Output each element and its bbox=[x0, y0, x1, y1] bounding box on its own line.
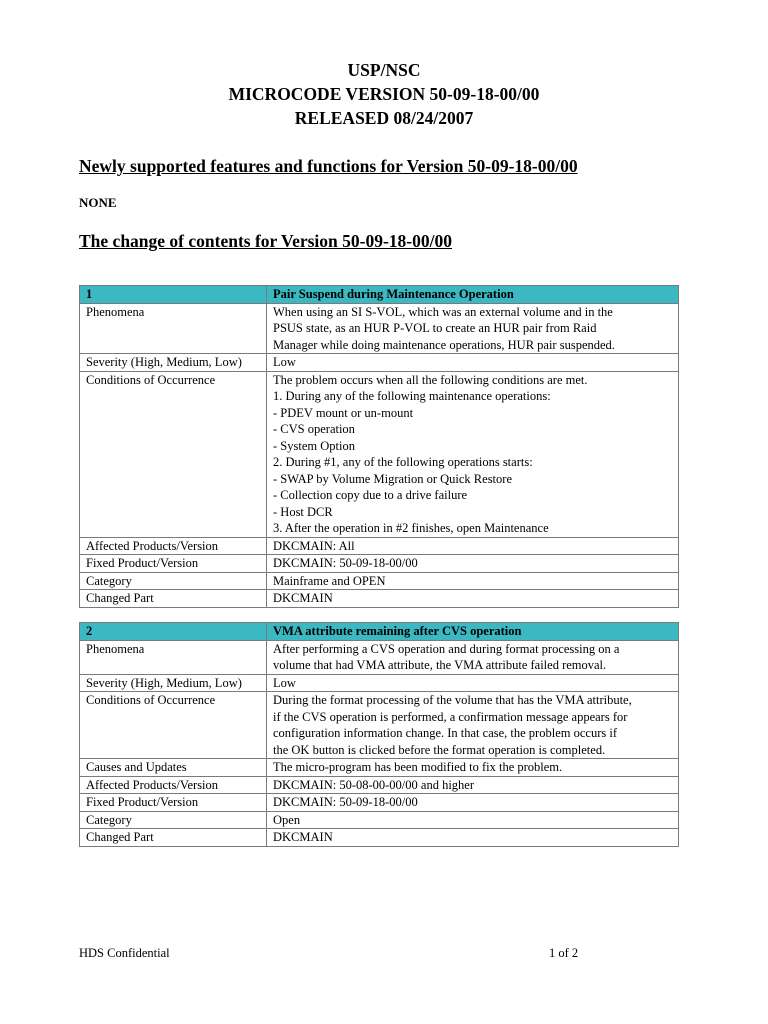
category-row bbox=[80, 572, 679, 590]
changed-part-label: Changed Part bbox=[80, 590, 267, 608]
text-line: When using an SI S-VOL, which was an external volume and in the bbox=[273, 304, 613, 319]
change-header-row bbox=[80, 623, 679, 641]
change-number: 1 bbox=[80, 286, 267, 304]
changed-part-value: DKCMAIN bbox=[267, 590, 679, 608]
phenomena-row bbox=[80, 640, 679, 674]
changes-heading: The change of contents for Version 50-09-18-00/00 bbox=[79, 231, 452, 251]
new-features-heading: Newly supported features and functions for Version 50-09-18-00/00 bbox=[79, 156, 578, 176]
fixed-label: Fixed Product/Version bbox=[80, 555, 267, 573]
conditions-row bbox=[80, 692, 679, 759]
causes-label: Causes and Updates bbox=[80, 759, 267, 777]
header-release-date: RELEASED 08/24/2007 bbox=[294, 108, 474, 128]
changed-part-row bbox=[80, 829, 679, 847]
fixed-row bbox=[80, 555, 679, 573]
affected-row bbox=[80, 776, 679, 794]
severity-label: Severity (High, Medium, Low) bbox=[80, 354, 267, 372]
severity-row bbox=[80, 674, 679, 692]
header-product: USP/NSC bbox=[347, 60, 421, 80]
fixed-row bbox=[80, 794, 679, 812]
severity-row bbox=[80, 354, 679, 372]
change-table-2 bbox=[79, 622, 679, 847]
affected-value: DKCMAIN: All bbox=[267, 537, 679, 555]
text-line: 1. During any of the following maintenance operations: bbox=[273, 389, 551, 403]
change-header-row bbox=[80, 286, 679, 304]
text-line: - SWAP by Volume Migration or Quick Restore bbox=[273, 471, 512, 486]
severity-value: Low bbox=[267, 674, 679, 692]
document-header bbox=[0, 58, 768, 130]
text-line: Manager while doing maintenance operations, HUR pair suspended. bbox=[273, 337, 615, 352]
changed-part-label: Changed Part bbox=[80, 829, 267, 847]
footer-confidential: HDS Confidential bbox=[79, 946, 170, 960]
text-line: During the format processing of the volume that has the VMA attribute, bbox=[273, 693, 632, 707]
change-title: Pair Suspend during Maintenance Operation bbox=[267, 286, 679, 304]
text-line: volume that had VMA attribute, the VMA attribute failed removal. bbox=[273, 658, 607, 672]
text-line: - Host DCR bbox=[273, 504, 333, 519]
change-number: 2 bbox=[80, 623, 267, 641]
affected-row bbox=[80, 537, 679, 555]
causes-row bbox=[80, 759, 679, 777]
conditions-row bbox=[80, 371, 679, 537]
affected-label: Affected Products/Version bbox=[80, 537, 267, 555]
new-features-none: NONE bbox=[79, 195, 117, 210]
conditions-text bbox=[267, 371, 679, 537]
category-row bbox=[80, 811, 679, 829]
text-line: if the CVS operation is performed, a confirmation message appears for bbox=[273, 709, 628, 724]
category-value: Open bbox=[267, 811, 679, 829]
changed-part-value: DKCMAIN bbox=[267, 829, 679, 847]
conditions-label: Conditions of Occurrence bbox=[80, 692, 267, 759]
text-line: configuration information change. In that case, the problem occurs if bbox=[273, 726, 617, 740]
text-line: - Collection copy due to a drive failure bbox=[273, 488, 468, 502]
changed-part-row bbox=[80, 590, 679, 608]
text-line: PSUS state, as an HUR P-VOL to create an HUR pair from Raid bbox=[273, 321, 597, 335]
change-title: VMA attribute remaining after CVS operation bbox=[267, 623, 679, 641]
footer-page-number: 1 of 2 bbox=[549, 946, 579, 960]
fixed-value: DKCMAIN: 50-09-18-00/00 bbox=[267, 555, 679, 573]
text-line: - System Option bbox=[273, 438, 355, 453]
severity-value: Low bbox=[267, 354, 679, 372]
phenomena-row bbox=[80, 303, 679, 354]
affected-label: Affected Products/Version bbox=[80, 776, 267, 794]
text-line: - CVS operation bbox=[273, 422, 355, 436]
causes-value: The micro-program has been modified to fix the problem. bbox=[267, 759, 679, 777]
phenomena-label: Phenomena bbox=[80, 640, 267, 674]
category-label: Category bbox=[80, 811, 267, 829]
change-table-1 bbox=[79, 285, 679, 608]
conditions-text bbox=[267, 692, 679, 759]
text-line: 2. During #1, any of the following operations starts: bbox=[273, 455, 533, 469]
conditions-label: Conditions of Occurrence bbox=[80, 371, 267, 537]
text-line: - PDEV mount or un-mount bbox=[273, 405, 414, 420]
text-line: 3. After the operation in #2 finishes, open Maintenance bbox=[273, 521, 549, 535]
category-value: Mainframe and OPEN bbox=[267, 572, 679, 590]
fixed-value: DKCMAIN: 50-09-18-00/00 bbox=[267, 794, 679, 812]
phenomena-text bbox=[267, 303, 679, 354]
text-line: After performing a CVS operation and during format processing on a bbox=[273, 641, 620, 656]
text-line: the OK button is clicked before the format operation is completed. bbox=[273, 742, 606, 757]
phenomena-text bbox=[267, 640, 679, 674]
fixed-label: Fixed Product/Version bbox=[80, 794, 267, 812]
header-version: MICROCODE VERSION 50-09-18-00/00 bbox=[228, 84, 540, 104]
severity-label: Severity (High, Medium, Low) bbox=[80, 674, 267, 692]
phenomena-label: Phenomena bbox=[80, 303, 267, 354]
category-label: Category bbox=[80, 572, 267, 590]
text-line: The problem occurs when all the following conditions are met. bbox=[273, 372, 588, 387]
affected-value: DKCMAIN: 50-08-00-00/00 and higher bbox=[267, 776, 679, 794]
